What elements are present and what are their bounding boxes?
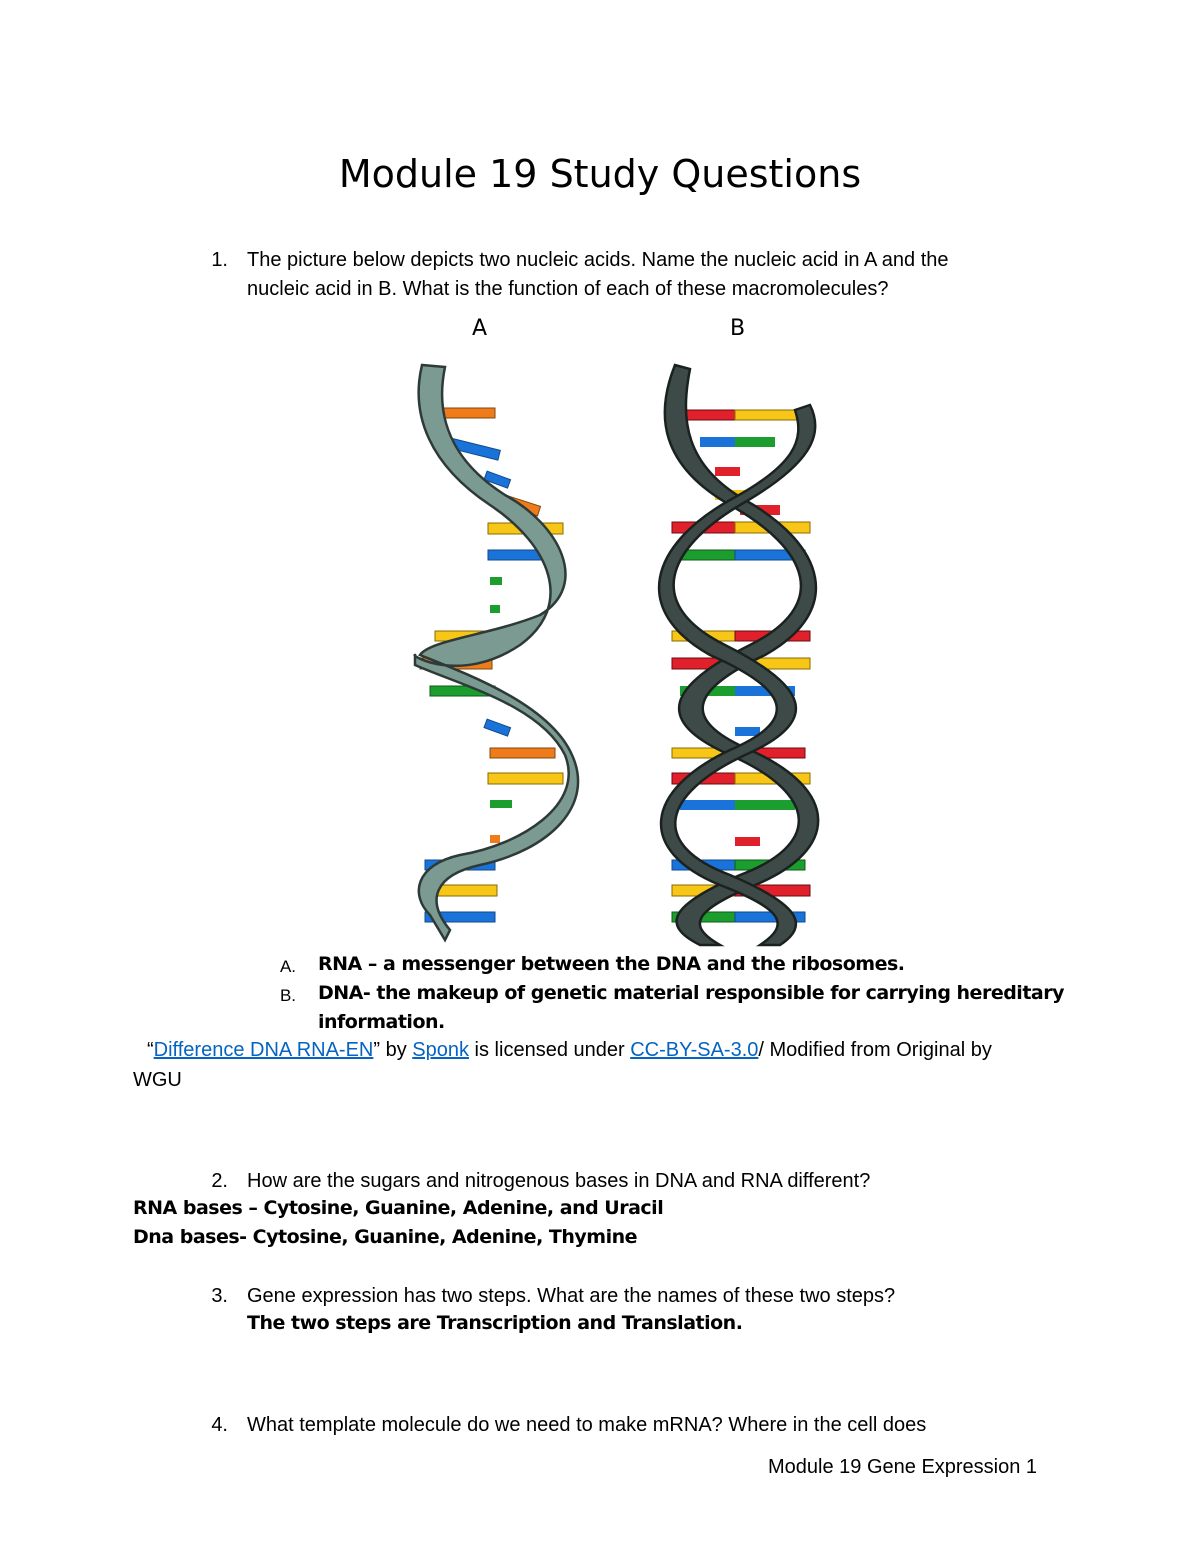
credit-link-image[interactable]: Difference DNA RNA-EN [153,1039,374,1061]
answer-a-text: RNA – a messenger between the DNA and the ribosomes. [318,953,905,975]
answer-b-marker: B. [279,986,296,1005]
page-title: Module 19 Study Questions [338,152,862,196]
q2-answer-dna: Dna bases- Cytosine, Guanine, Adenine, Thymine [133,1226,637,1248]
figure-label-b: B [730,316,746,341]
q1-number: 1. [211,249,228,271]
q2-answer-rna: RNA bases – Cytosine, Guanine, Adenine, and Uracil [133,1197,664,1219]
credit-open-quote: “ [147,1039,154,1061]
answer-a-marker: A. [279,957,296,976]
q4-text: What template molecule do we need to make mRNA? Where in the cell does [247,1414,927,1436]
q1-line2: nucleic acid in B. What is the function of each of these macromolecules? [247,278,889,300]
q4-number: 4. [211,1414,228,1436]
nucleic-acid-figure [400,355,840,950]
credit-rest: / Modified from Original by [758,1039,992,1061]
q2-text: How are the sugars and nitrogenous bases in DNA and RNA different? [247,1170,871,1192]
q3-text: Gene expression has two steps. What are the names of these two steps? [247,1285,896,1307]
credit-by: ” by [373,1039,413,1061]
figure-label-a: A [472,316,488,341]
credit-line2: WGU [133,1069,182,1091]
q3-answer: The two steps are Transcription and Translation. [247,1312,743,1334]
answer-b-line1: DNA- the makeup of genetic material responsible for carrying hereditary [318,982,1064,1004]
page-footer: Module 19 Gene Expression 1 [768,1456,1038,1478]
credit-licensed: is licensed under [469,1039,631,1061]
q1-line1: The picture below depicts two nucleic acids. Name the nucleic acid in A and the [247,249,949,271]
q2-number: 2. [211,1170,228,1192]
credit-link-license[interactable]: CC-BY-SA-3.0 [630,1039,759,1061]
answer-b-line2: information. [318,1011,445,1033]
q3-number: 3. [211,1285,228,1307]
image-credit [147,1036,992,1065]
credit-link-author[interactable]: Sponk [412,1039,469,1061]
